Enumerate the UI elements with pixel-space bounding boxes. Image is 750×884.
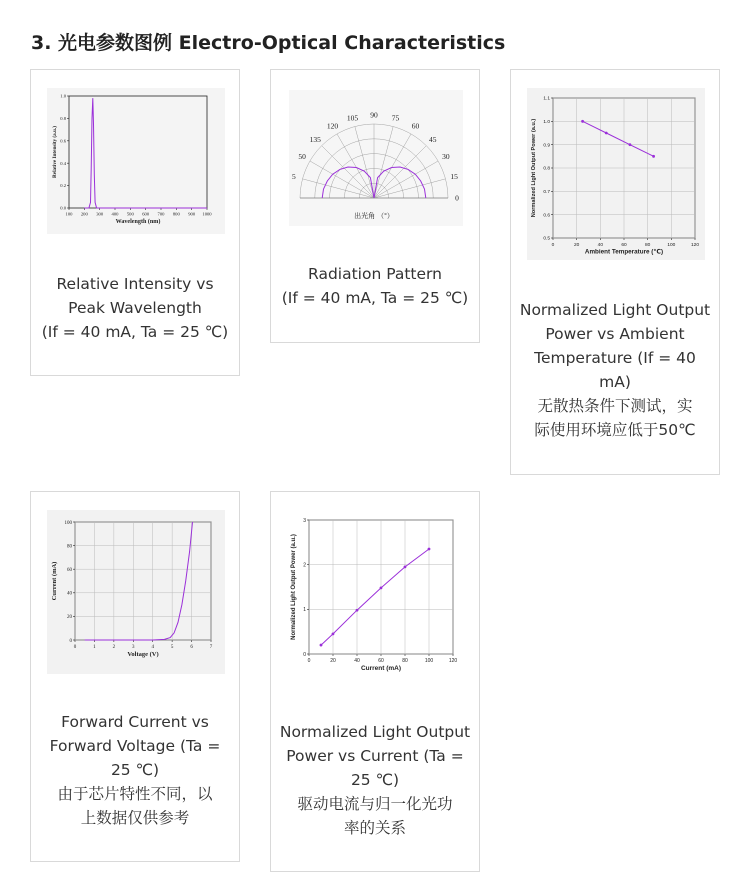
x-tick-label: 100 [65,211,73,217]
caption-line: Radiation Pattern [308,265,442,283]
section-heading: 3. 光电参数图例 Electro-Optical Characteristics [31,32,506,54]
x-tick-label: 100 [424,658,434,664]
angle-label: 15 [450,172,458,182]
angle-label: 105 [346,113,359,123]
y-tick-label: 0.8 [543,166,550,172]
x-tick-label: 600 [142,211,150,217]
x-tick-label: 3 [132,645,135,650]
card-light-vs-temperature [510,69,720,475]
x-tick-label: 200 [80,211,88,217]
y-tick-label: 0.2 [60,183,66,189]
y-axis-label: Current (mA) [51,561,58,601]
y-tick-label: 0.6 [60,138,66,144]
angle-label: 30 [442,152,450,161]
x-tick-label: 900 [188,211,196,217]
angle-label: 90 [370,110,378,120]
angle-label: 5 [291,172,296,182]
angle-label: 60 [411,121,420,131]
caption-line: (If = 40 mA, Ta = 25 ℃) [41,323,229,341]
x-axis-label: Wavelength (nm) [115,219,161,226]
x-tick-label: 2 [112,645,116,650]
y-tick-label: 20 [67,615,72,621]
data-point [404,566,407,569]
x-tick-label: 120 [448,658,458,664]
x-tick-label: 1 [93,645,96,650]
caption-line: 无散热条件下测试，实 [537,397,693,415]
caption-line: Forward Voltage (Ta = [49,737,221,755]
x-tick-label: 20 [573,242,580,248]
y-tick-label: 40 [67,591,72,597]
x-tick-label: 700 [157,211,165,217]
x-tick-label: 400 [111,211,119,217]
y-tick-label: 1.0 [60,93,66,99]
chart-background [287,510,465,682]
chart-current-vs-voltage [47,510,225,674]
card-relative-intensity [30,69,240,376]
x-tick-label: 7 [209,645,213,650]
x-tick-label: 0 [307,658,311,664]
y-tick-label: 0.6 [543,213,550,219]
caption-line: Relative Intensity vs [56,275,214,293]
x-tick-label: 0 [551,242,555,248]
y-tick-label: 0.9 [543,143,550,149]
x-tick-label: 500 [126,211,134,217]
caption-line: 率的关系 [343,819,406,837]
y-tick-label: 0.0 [60,205,66,211]
x-tick-label: 80 [644,242,651,248]
y-tick-label: 0.8 [60,116,66,122]
y-tick-label: 80 [67,544,72,550]
caption-line: mA) [599,373,631,391]
data-point [356,609,359,612]
x-tick-label: 40 [354,658,360,664]
x-axis-label: 出光角 （°） [354,213,394,220]
caption-line: Normalized Light Output [519,301,711,319]
x-tick-label: 60 [621,242,627,248]
card-caption [271,262,479,310]
y-tick-label: 0.5 [543,236,550,242]
x-tick-label: 4 [151,645,154,650]
chart-light-vs-current [287,510,465,682]
y-tick-label: 100 [64,520,72,526]
angle-label: 75 [391,113,400,123]
x-tick-label: 5 [170,645,174,650]
angle-label: 135 [309,134,321,144]
y-tick-label: 2 [303,562,306,569]
x-tick-label: 0 [73,645,77,650]
x-tick-label: 120 [690,242,700,248]
caption-line: 上数据仅供参考 [80,809,190,827]
y-axis-label: Relative Intensity (a.u.) [52,126,58,178]
x-tick-label: 80 [402,658,408,664]
data-point [380,586,383,589]
card-caption [511,298,719,442]
x-axis-label: Current (mA) [360,665,402,672]
y-tick-label: 1 [303,607,306,614]
caption-line: Power vs Ambient [545,325,685,343]
caption-line: 际使用环境应低于50℃ [534,421,696,439]
card-radiation-pattern [270,69,480,343]
angle-label: 45 [428,134,437,144]
y-axis-label: Normalized Light Output Power (a.u.) [291,534,297,640]
caption-line: 25 ℃) [110,761,160,779]
caption-line: Temperature (If = 40 [534,349,696,367]
chart-background [527,88,705,260]
x-tick-label: 6 [190,645,193,650]
y-tick-label: 1.0 [543,120,550,126]
chart-light-vs-temperature [527,88,705,260]
card-caption [31,710,239,830]
caption-line: Peak Wavelength [68,299,202,317]
caption-line: Forward Current vs [61,713,209,731]
y-tick-label: 60 [67,567,72,573]
caption-line: 由于芯片特性不同，以 [57,785,213,803]
angle-label: 0 [455,193,459,203]
x-tick-label: 300 [96,211,104,217]
y-axis-label: Normalized Light Output Power (a.u.) [531,118,537,218]
card-caption [271,720,479,840]
x-tick-label: 20 [330,658,336,664]
y-tick-label: 0.7 [543,190,550,196]
x-tick-label: 60 [378,658,384,664]
angle-label: 120 [326,121,339,131]
chart-radiation-pattern [289,90,463,226]
x-axis-label: Voltage (V) [127,651,159,658]
card-caption [31,272,239,344]
card-current-vs-voltage [30,491,240,862]
x-tick-label: 100 [667,242,676,248]
y-tick-label: 0 [69,638,72,644]
data-point [581,120,584,123]
card-light-vs-current [270,491,480,872]
angle-label: 50 [298,152,306,161]
chart-relative-intensity [47,88,225,234]
caption-line: 驱动电流与归一化光功 [297,795,453,813]
caption-line: 25 ℃) [350,771,400,789]
data-point [428,548,431,551]
data-point [332,633,335,636]
data-point [605,132,608,135]
y-tick-label: 0 [303,651,306,658]
chart-background [47,88,225,234]
y-tick-label: 1.1 [543,96,550,102]
y-tick-label: 0.4 [60,160,66,166]
data-point [652,155,655,158]
data-point [629,143,632,146]
x-tick-label: 800 [172,211,180,217]
x-axis-label: Ambient Temperature (℃) [584,248,664,256]
caption-line: (If = 40 mA, Ta = 25 ℃) [281,289,469,307]
data-point [320,644,323,647]
x-tick-label: 40 [597,242,604,248]
caption-line: Power vs Current (Ta = [286,747,464,765]
caption-line: Normalized Light Output [279,723,471,741]
x-tick-label: 1000 [202,211,212,217]
y-tick-label: 3 [303,517,306,524]
